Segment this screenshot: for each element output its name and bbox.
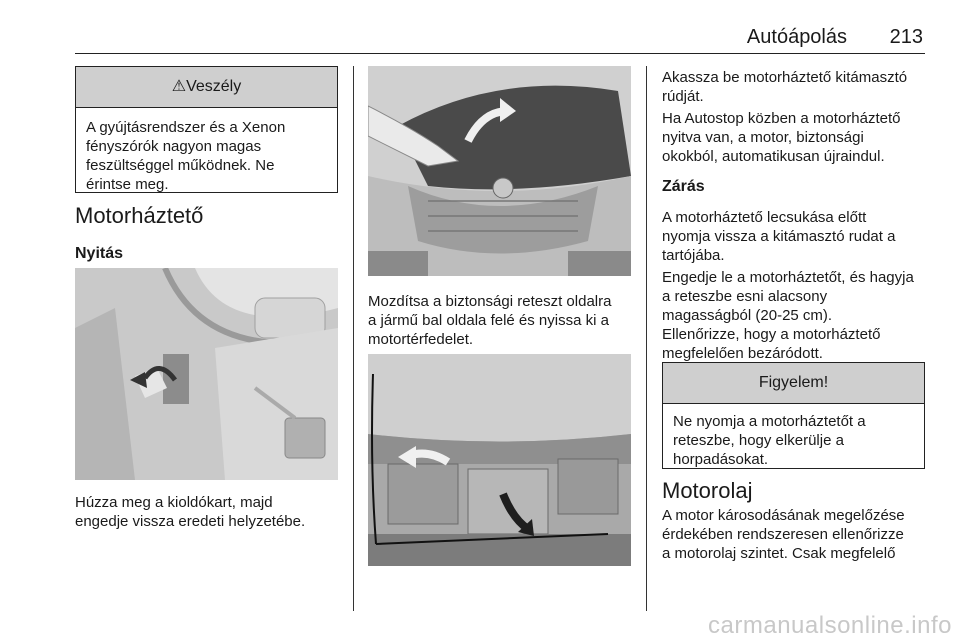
notice-line: Ne nyomja a motorháztetőt a [673, 413, 866, 430]
text-line: a motorolaj szintet. Csak megfelelő [662, 545, 896, 562]
text-line: érdekében rendszeresen ellenőrizze [662, 526, 904, 543]
text-line: magasságból (20-25 cm). [662, 307, 833, 324]
text-line: nyitva van, a motor, biztonsági [662, 129, 864, 146]
subsection-title-closing: Zárás [662, 178, 705, 195]
figure-engine-bay [368, 354, 631, 566]
para-prop-rod [662, 68, 932, 106]
para-engine-oil [662, 506, 937, 563]
danger-box [75, 66, 338, 193]
engine-bay-illustration [368, 354, 631, 566]
caption-line: engedje vissza eredeti helyzetébe. [75, 513, 306, 530]
text-line: nyomja vissza a kitámasztó rudat a [662, 228, 896, 245]
section-title-engine-oil: Motorolaj [662, 478, 753, 503]
hood-latch-illustration [368, 66, 631, 276]
caption-release-lever [75, 493, 305, 531]
text-line: megfelelően bezáródott. [662, 345, 823, 362]
chapter-title: Autóápolás [746, 26, 847, 48]
para-closing-2 [662, 268, 937, 363]
header-rule [75, 53, 925, 54]
danger-line: feszültséggel működnek. Ne [86, 157, 275, 174]
subsection-title-opening: Nyitás [75, 245, 124, 262]
notice-box-body [663, 404, 924, 479]
watermark: carmanualsonline.info [708, 612, 952, 639]
para-closing-1 [662, 208, 932, 265]
text-line: rúdját. [662, 88, 704, 105]
text-line: A motor károsodásának megelőzése [662, 507, 905, 524]
text-line: okokból, automatikusan újraindul. [662, 148, 885, 165]
text-line: tartójába. [662, 247, 725, 264]
danger-box-body [76, 108, 337, 204]
danger-box-heading [76, 67, 337, 108]
figure-release-lever [75, 268, 338, 480]
warning-triangle-icon: ⚠ [171, 78, 187, 95]
caption-line: a jármű bal oldala felé és nyissa ki a [368, 312, 609, 329]
release-lever-illustration [75, 268, 338, 480]
text-line: Ellenőrizze, hogy a motorháztető [662, 326, 881, 343]
danger-line: A gyújtásrendszer és a Xenon [86, 119, 286, 136]
caption-line: Mozdítsa a biztonsági reteszt oldalra [368, 293, 612, 310]
figure-hood-latch [368, 66, 631, 276]
caption-line: Húzza meg a kioldókart, majd [75, 494, 273, 511]
notice-box-heading: Figyelem! [663, 363, 924, 404]
text-line: a reteszbe esni alacsony [662, 288, 828, 305]
caption-hood-latch [368, 292, 636, 349]
danger-line: fényszórók nagyon magas [86, 138, 262, 155]
column-divider-1 [353, 66, 354, 611]
text-line: A motorháztető lecsukása előtt [662, 209, 867, 226]
danger-line: érintse meg. [86, 176, 169, 193]
text-line: Ha Autostop közben a motorháztető [662, 110, 901, 127]
text-line: Engedje le a motorháztetőt, és hagyja [662, 269, 914, 286]
page-number: 213 [889, 26, 923, 48]
notice-box [662, 362, 925, 469]
notice-line: reteszbe, hogy elkerülje a [673, 432, 844, 449]
danger-heading-text: Veszély [186, 78, 242, 95]
caption-line: motortérfedelet. [368, 331, 474, 348]
column-divider-2 [646, 66, 647, 611]
section-title-hood: Motorháztető [75, 203, 204, 228]
para-autostop [662, 109, 932, 166]
page-header [75, 24, 925, 50]
notice-line: horpadásokat. [673, 451, 769, 468]
text-line: Akassza be motorháztető kitámasztó [662, 69, 908, 86]
